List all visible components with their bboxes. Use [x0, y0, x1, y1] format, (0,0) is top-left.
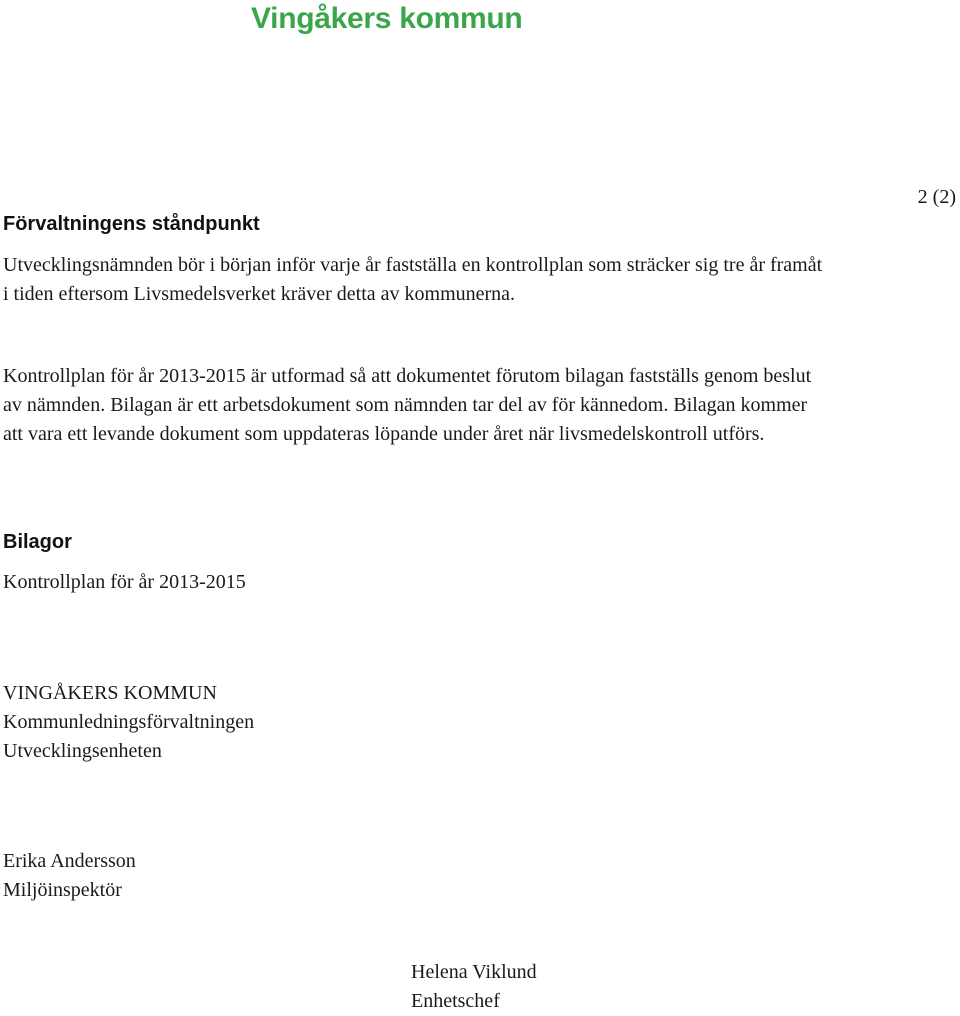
- organization-block: [3, 679, 254, 766]
- signatory-title: Miljöinspektör: [3, 879, 122, 901]
- organization-name: VINGÅKERS KOMMUN: [3, 682, 217, 704]
- organization-unit: Utvecklingsenheten: [3, 740, 162, 762]
- signatory-block-1: [3, 847, 136, 905]
- signatory-title: Enhetschef: [411, 990, 500, 1012]
- attachment-item: Kontrollplan för år 2013-2015: [3, 571, 246, 593]
- signatory-name: Erika Andersson: [3, 850, 136, 872]
- attachments-list: [3, 568, 246, 597]
- organization-department: Kommunledningsförvaltningen: [3, 711, 255, 733]
- attachments-heading: Bilagor: [3, 531, 72, 553]
- standpoint-paragraph-1: Utvecklingsnämnden bör i början inför varje år fastställa en kontrollplan som sträcker sig tre år framåt i tiden eftersom Livsmedelsverket kräver detta av kommunerna.: [3, 254, 823, 305]
- page-number: 2 (2): [917, 186, 956, 208]
- section-heading-standpoint: Förvaltningens ståndpunkt: [3, 213, 260, 235]
- municipality-logo-text: Vingåkers kommun: [251, 2, 523, 35]
- signatory-block-2: [411, 958, 537, 1016]
- signatory-name: Helena Viklund: [411, 961, 537, 983]
- standpoint-paragraph-2: Kontrollplan för år 2013-2015 är utformad så att dokumentet förutom bilagan fastställs genom beslut av nämnden. Bilagan är ett arbetsdokument som nämnden tar del av för kännedom. Bilagan kommer att vara ett levande dokument som uppdateras löpande under året när livsmedelskontroll utförs.: [3, 365, 812, 445]
